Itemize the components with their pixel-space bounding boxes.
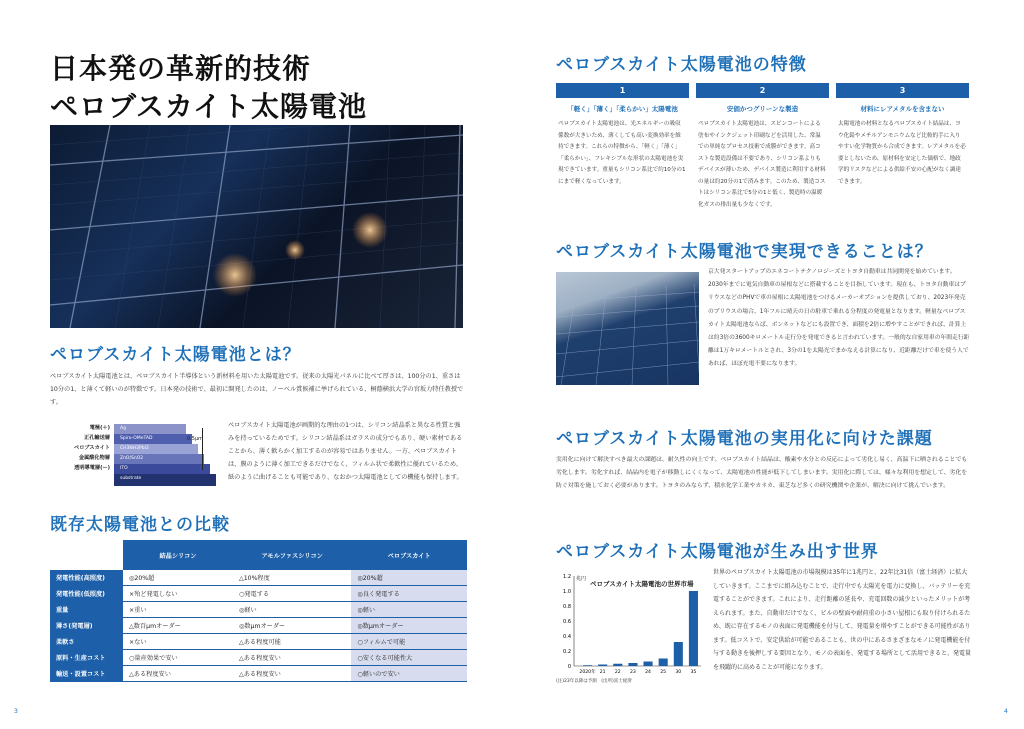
y-tick-label: 0.6 [563,619,571,625]
table-cell: ○安くなる可能性大 [351,650,467,666]
layer-perovskite: CH3NH3PbI3 [114,444,198,454]
feature-title: 材料にレアメタルを含まない [860,105,945,113]
x-tick-label: 30 [675,670,682,675]
layer-label: ペロブスカイト [74,445,110,451]
layer-label: 正孔輸送層 [84,435,110,441]
chart-bar [628,663,637,666]
row-header: 発電性能(高照度) [50,570,123,586]
table-cell: ○量産効果で安い [123,650,233,666]
chart-bar [659,659,668,667]
y-tick-label: 0.8 [563,604,571,610]
x-tick-label: 22 [614,670,621,675]
title-line-2: ペロブスカイト太陽電池 [50,90,368,123]
table-cell: ×重い [123,602,233,618]
table-cell: ◎20%超 [351,570,467,586]
chart-bar [674,642,683,666]
thickness-bracket [202,428,203,470]
feature-number: 3 [836,83,969,98]
what-body: ペロブスカイト太陽電池とは、ペロブスカイト半導体という新材料を用いた太陽電池です。従来の太陽光パネルに比べて厚さは、100分の1、重さは10分の1、と薄くて軽いのが特徴です。日本発の技術で、最初に開発したのは、ノーベル賞候補に挙げられている、桐蔭横浜大学の宮坂力特任教授です。 [50,373,464,406]
table-row [50,570,467,586]
x-tick-label: 23 [630,670,636,675]
table-row [50,586,467,602]
thickness-label: 0.5μm [187,436,204,442]
layer-zno: ZnO/SnO2 [114,454,204,464]
layer-diagram [50,424,220,492]
row-header: 重量 [50,602,123,618]
challenge-heading: ペロブスカイト太陽電池の実用化に向けた課題 [556,429,933,449]
chart-bar [583,665,592,666]
feature-title: 「軽く」「薄く」「柔らかい」太陽電池 [567,105,678,113]
feature-body: 太陽電池の材料となるペロブスカイト結晶は、ヨウ化鉛やメチルアンモニウムなど比較的手に入りやすい化学物質から合成できます。レアメタルを必要としないため、原材料を安定した価格で、地政学的リスクなどによる供給不安の心配がなく調達できます。 [838,121,966,185]
world-body: 世界のペロブスカイト太陽電池の市場規模は35年に1兆円と、22年比31倍（富士経済）に拡大していきます。ここまでに組み込むことで、走行中でも太陽光を電力に変換し、バッテリーを充電することができます。これにより、走行距離の延長や、充電回数の減少といったメリットが考えられます。また、自動車だけでなく、ビルの壁面や耐荷重の小さい屋根にも取り付けられるため、既に存在するモノの表面に発電機能を付与して、発電量を増やすことができる可能性があります。低コストで、安定供給が可能であることも、世の中にあるさまざまなモノに発電機能を付与する動きを後押しする要因となり、モノの表面を、発電する場所として活用できると、発電量を飛躍的に高めることが可能になります。 [713,569,971,671]
table-row [50,602,467,618]
table-row [50,634,467,650]
table-cell: ◎数μmオーダー [351,618,467,634]
feature-number: 1 [556,83,689,98]
layer-body: ペロブスカイト太陽電池が画期的な理由の1つは、シリコン結晶系と異なる性質と強みを持っているためです。シリコン結晶系はガラスの成分でもあり、硬い素材であることから、薄く軟らかく加工するのが容易ではありません。一方、ペロブスカイトは、膜のように薄く加工できるだけでなく、フィルム状で柔軟性に優れているため、紙のように曲げることも可能であり、なおかつ太陽電池としての機能も保持します。 [228,422,463,481]
y-tick-label: 1.0 [563,589,571,595]
market-chart [556,566,706,686]
layer-label: 金属酸化物層 [78,455,110,461]
row-header: 発電性能(低照度) [50,586,123,602]
table-cell: △10%程度 [233,570,351,586]
feature-title: 安価かつグリーンな製造 [726,105,799,113]
table-row [50,650,467,666]
row-header: 薄さ(発電層) [50,618,123,634]
y-tick-label: 0.2 [563,649,571,655]
title-line-1: 日本発の革新的技術 [50,52,312,85]
layer-label: 透明導電層(ー) [74,465,110,471]
table-cell: △ある程度安い [123,666,233,682]
table-cell: ◎20%超 [123,570,233,586]
table-cell: △ある程度安い [233,666,351,682]
x-tick-label: 2020年 [579,670,596,675]
compare-table [50,540,467,682]
chart-ylabel: 兆円 [576,576,587,582]
table-cell: ◎良く発電する [351,586,467,602]
layer-spiro: Spiro-OMeTAD [114,434,192,444]
chart-bar [613,664,622,666]
features-heading: ペロブスカイト太陽電池の特徴 [556,55,807,75]
x-tick-label: 24 [645,670,651,675]
realize-body: 京大発スタートアップのエネコートテクノロジーズとトヨタ自動車は共同開発を始めています。2030年までに電気自動車の屋根などに搭載することを目指しています。現在も、トヨタ自動車はプリウスなどのPHVで車の屋根に太陽電池をつけるメーカーオプションを提供しており、2023年発売のプリウスの場合、1年フルに晴天の日の駐車で乗れる分程度の発電量となります。軽量なペロブスカイト太陽電池ならば、ボンネットなどにも設置でき、面積を2倍に増やすことができれば、計算上は約3倍の3600キロメートル走行分を発電できると言われています。一般的な自家用車の年間走行距離は1万キロメートルとされ、3分の1を太陽光でまかなえる計算になり、近距離だけで車を使う人であれば、ほぼ充電不要になります。 [708,269,970,368]
table-cell: ○フィルムで可能 [351,634,467,650]
layer-ito: ITO [114,464,210,474]
table-row [50,666,467,682]
chart-bar [598,665,607,667]
table-header [50,540,123,570]
row-header: 原料・生産コスト [50,650,123,666]
feature-body: ペロブスカイト太陽電池は、スピンコートによる塗布やインクジェット印刷などを活用した、常温での単純なプロセス技術で成膜ができます。高コストな製造設備は不要であり、シリコン系よりもデバイスが薄いため、デバイス製造に利用する材料の量は約20分の1で済みます。このため、製造コストはシリコン系比で5分の1と低く、製造時の温暖化ガスの排出量も少なくです。 [698,121,826,208]
table-row [50,618,467,634]
table-cell: ○発電する [233,586,351,602]
table-cell: ×ない [123,634,233,650]
table-cell: △ある程度可能 [233,634,351,650]
chart-title: ペロブスカイト太陽電池の世界市場 [590,580,694,588]
y-tick-label: 0 [567,664,571,670]
layer-label: 電極(＋) [89,425,110,431]
x-tick-label: 21 [599,670,606,675]
chart-bar [644,662,653,667]
layer-ag: Ag [114,424,186,434]
feature-body: ペロブスカイト太陽電池は、光エネルギーの吸収係数が大きいため、薄くしても高い変換効率を維持できます。これらの特徴から、「軽く」「薄く」「柔らかい」、フレキシブルな形状の太陽電池を実現できています。重量もシリコン系比で約10分の1にまで軽くなっています。 [558,121,686,185]
compare-heading: 既存太陽電池との比較 [50,515,230,535]
solar-panel-photo [50,125,463,328]
feature-number: 2 [696,83,829,98]
table-cell: ×殆ど発電しない [123,586,233,602]
x-tick-label: 25 [660,670,667,675]
table-header: 結晶シリコン [123,540,233,570]
y-tick-label: 0.4 [563,634,571,640]
solar-field-photo [556,272,699,385]
y-tick-label: 1.2 [563,574,571,580]
page-number-left: 3 [14,708,18,715]
table-cell: ◎軽い [233,602,351,618]
x-tick-label: 35 [690,670,697,675]
page-number-right: 4 [1004,708,1008,715]
table-cell: ◎軽い [351,602,467,618]
world-heading: ペロブスカイト太陽電池が生み出す世界 [556,542,879,562]
table-cell: △数百μmオーダー [123,618,233,634]
challenge-body: 実用化に向けて解決すべき最大の課題は、耐久性の向上です。ペロブスカイト結晶は、酸素や水分との反応によって劣化し易く、高温下に晒されることでも劣化します。劣化すれば、結晶内を電子が移動しにくくなって、太陽電池の性能が低下してしまいます。実用化に際しては、様々な利用を想定して、劣化を防ぐ対策を施しておく必要があります。トヨタのみならず、積水化学工業やカネカ、東芝など多くの研究機関や企業が、解決に向けて挑んでいます。 [556,457,968,489]
table-cell: ○軽いので安い [351,666,467,682]
table-header: ペロブスカイト [351,540,467,570]
chart-note: (注)23年以降は予測 (出所)富士経済 [556,679,632,684]
market-chart-svg [556,566,706,686]
realize-heading: ペロブスカイト太陽電池で実現できることは？ [556,242,933,262]
table-cell: △ある程度安い [233,650,351,666]
table-header: アモルファスシリコン [233,540,351,570]
layer-substrate: substrate [114,474,216,486]
page-title [50,50,367,126]
row-header: 輸送・設置コスト [50,666,123,682]
chart-bar [689,591,698,666]
what-heading: ペロブスカイト太陽電池とは？ [50,345,301,365]
table-cell: ◎数μmオーダー [233,618,351,634]
row-header: 柔軟さ [50,634,123,650]
table-header-row [50,540,467,570]
